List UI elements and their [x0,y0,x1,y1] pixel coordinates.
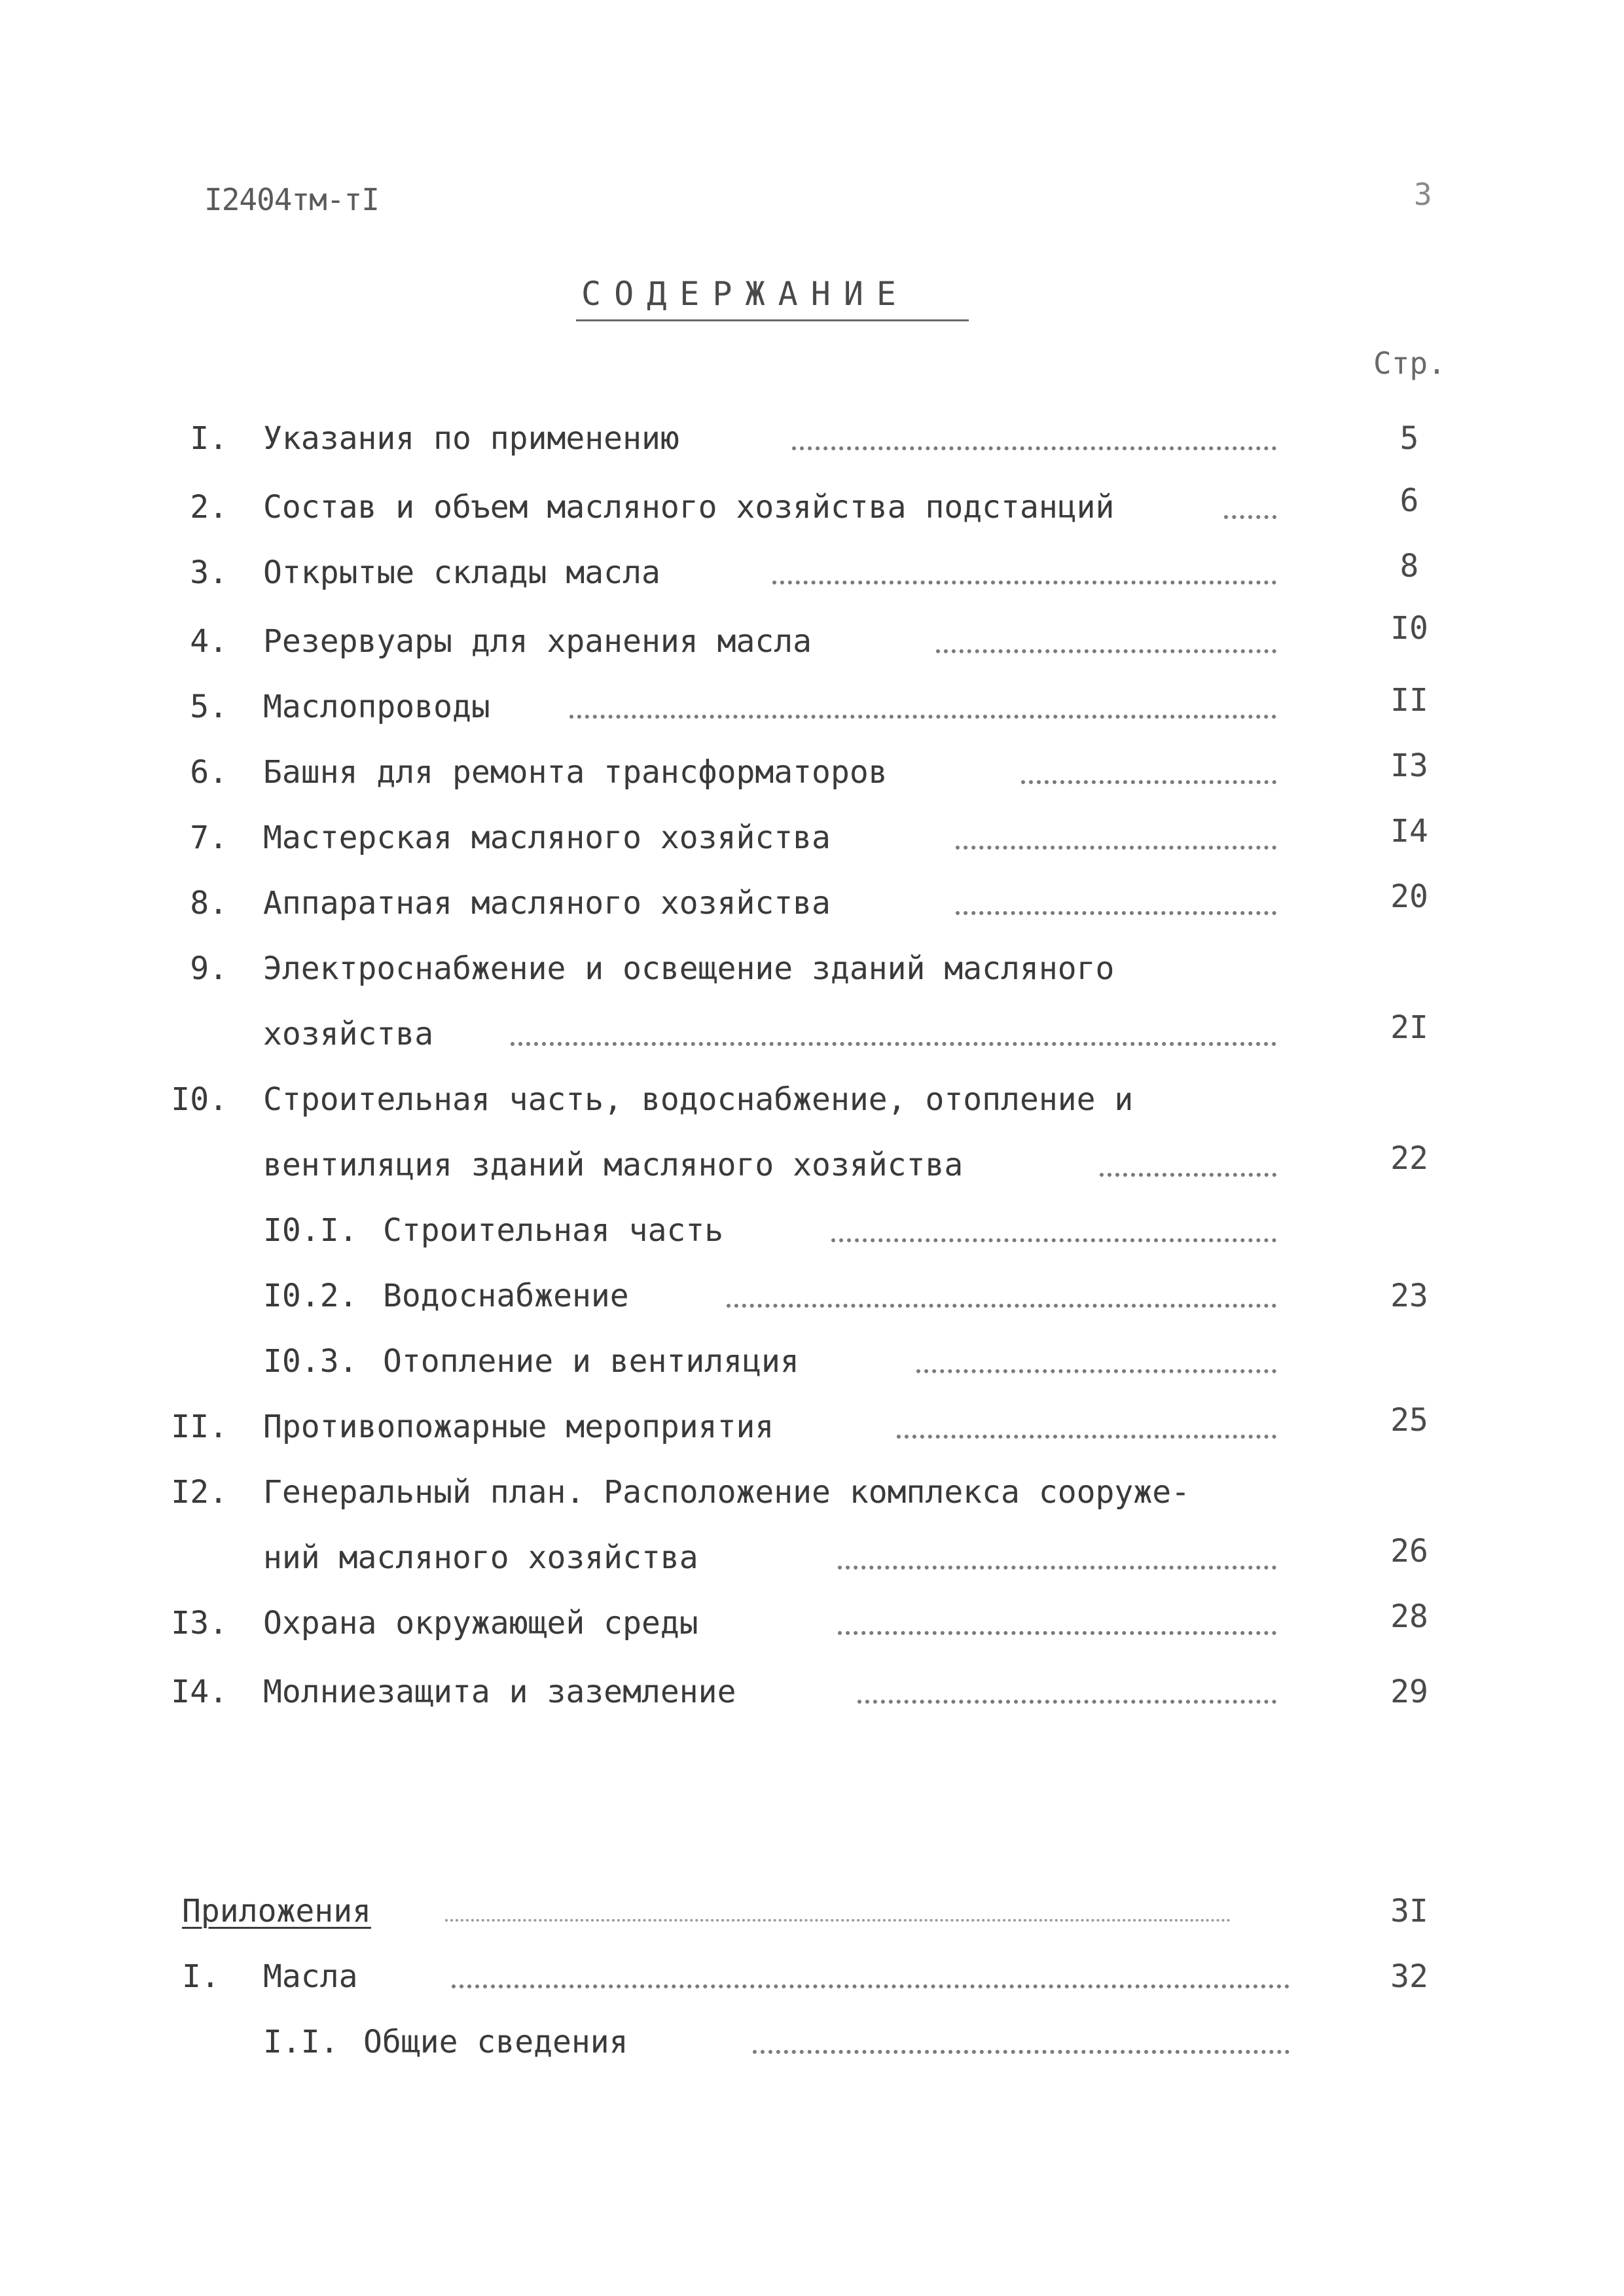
toc-subentry [0,1342,1624,1381]
dot-leader [1100,1173,1276,1177]
toc-entry-page: 5 [1399,420,1419,457]
document-code: I2404тм-тI [204,182,379,217]
toc-entry-number: 5. [190,689,228,725]
toc-entry [0,610,1624,661]
dot-leader [838,1566,1276,1570]
toc-entry [0,1473,1624,1512]
dot-leader [772,581,1276,584]
dot-leader [838,1631,1276,1635]
dot-leader [956,846,1276,850]
toc-entry-number: 6. [190,754,228,791]
toc-entry [0,878,1624,923]
toc-entry-number: I. [190,420,228,457]
toc-entry-page: I3 [1390,747,1428,784]
dot-leader [445,1919,1231,1922]
dot-leader [753,2050,1290,2054]
toc-entry [0,1598,1624,1643]
dot-leader [1224,515,1276,519]
toc-entry [0,813,1624,857]
toc-entry-page: 25 [1390,1402,1428,1439]
toc-entry-number: 8. [190,885,228,922]
toc-entry-title: Состав и объем масляного хозяйства подстанций [263,489,1115,526]
toc-entry-title: Строительная часть, водоснабжение, отопление и [263,1081,1134,1118]
toc-entry-title: Строительная часть [383,1212,724,1249]
toc-entry-page: 32 [1390,1958,1428,1995]
toc-entry-page: 6 [1399,482,1419,519]
toc-entry-title: Масла [263,1958,358,1995]
dot-leader [897,1435,1276,1439]
toc-entry-number: II. [171,1408,228,1445]
toc-entry-title: Водоснабжение [383,1278,629,1314]
appendix-heading-line [0,1892,1624,1931]
toc-entry-page: 26 [1390,1533,1428,1570]
toc-entry-page: 3I [1390,1893,1428,1929]
dot-leader [857,1700,1276,1704]
toc-entry-title-cont: ний масляного хозяйства [263,1539,698,1576]
toc-entry-title: Башня для ремонта трансформаторов [263,754,888,791]
toc-entry-number: I. [182,1958,220,1995]
toc-entry-title: Аппаратная масляного хозяйства [263,885,831,922]
dot-leader [452,1984,1290,1988]
toc-entry-page: 29 [1390,1674,1428,1710]
toc-entry-title: Противопожарные мероприятия [263,1408,774,1445]
dot-leader [792,446,1276,450]
toc-subentry [0,1276,1624,1316]
toc-entry-number: I0.I. [263,1212,358,1249]
toc-entry [0,1672,1624,1712]
toc-entry-number: I2. [171,1474,228,1511]
appendix-subentry [0,2022,1624,2062]
dot-leader [831,1238,1276,1242]
toc-entry-title-cont: вентиляция зданий масляного хозяйства [263,1147,964,1183]
toc-entry-title: Маслопроводы [263,689,490,725]
toc-entry-title: Резервуары для хранения масла [263,623,812,660]
toc-entry-title: Электроснабжение и освещение зданий масляного [263,950,1115,987]
toc-entry-number: 9. [190,950,228,987]
toc-entry-continuation [0,1140,1624,1185]
toc-entry-page: I4 [1390,813,1428,850]
toc-entry [0,747,1624,792]
dot-leader [511,1042,1276,1046]
dot-leader [727,1304,1276,1308]
page-column-header: Стр. [1373,346,1446,381]
toc-entry [0,949,1624,988]
toc-entry-continuation [0,1009,1624,1054]
toc-entry-title: Общие сведения [363,2024,628,2060]
title-underline [576,319,969,321]
toc-entry [0,1080,1624,1119]
toc-entry-number: 4. [190,623,228,660]
toc-entry-continuation [0,1533,1624,1577]
toc-entry [0,1402,1624,1446]
toc-entry-page: I0 [1390,610,1428,647]
dot-leader [1021,780,1276,784]
toc-entry-title: Молниезащита и заземление [263,1674,736,1710]
toc-entry-number: 3. [190,554,228,591]
dot-leader [916,1369,1276,1373]
toc-entry-page: 2I [1390,1009,1428,1046]
appendix-heading: Приложения [182,1893,371,1929]
toc-entry-number: I3. [171,1605,228,1641]
appendix-entry [0,1957,1624,1996]
toc-entry-page: 20 [1390,878,1428,915]
toc-entry-title: Охрана окружающей среды [263,1605,698,1641]
toc-entry-title: Мастерская масляного хозяйства [263,819,831,856]
dot-leader [936,649,1276,653]
toc-entry [0,482,1624,527]
toc-entry-number: I0.3. [263,1343,358,1380]
toc-entry-page: II [1390,682,1428,719]
toc-entry-title: Генеральный план. Расположение комплекса сооруже- [263,1474,1191,1511]
toc-entry-page: 22 [1390,1140,1428,1177]
toc-entry-number: I0.2. [263,1278,358,1314]
toc-entry-number: I.I. [263,2024,339,2060]
toc-entry [0,682,1624,726]
page-title: СОДЕРЖАНИЕ [581,275,910,313]
toc-entry-title-cont: хозяйства [263,1016,434,1052]
toc-entry-title: Открытые склады масла [263,554,660,591]
toc-entry-number: 2. [190,489,228,526]
toc-entry-number: I0. [171,1081,228,1118]
toc-entry-page: 8 [1399,548,1419,584]
toc-entry-title: Указания по применению [263,420,679,457]
toc-subentry [0,1211,1624,1250]
dot-leader [569,715,1276,719]
toc-entry-page: 23 [1390,1278,1428,1314]
sheet-number: 3 [1414,177,1432,212]
toc-entry-title: Отопление и вентиляция [383,1343,799,1380]
toc-entry-number: 7. [190,819,228,856]
toc-entry-number: I4. [171,1674,228,1710]
toc-entry [0,548,1624,592]
toc-entry-page: 28 [1390,1598,1428,1635]
dot-leader [956,911,1276,915]
toc-entry [0,419,1624,458]
